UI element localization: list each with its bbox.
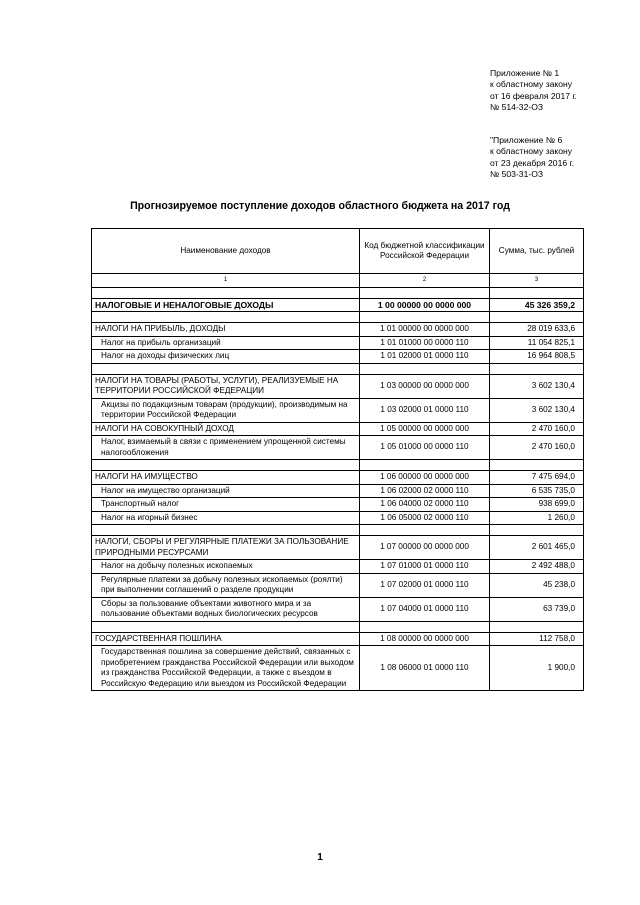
table-row <box>92 511 584 525</box>
row-amount: 3 602 130,4 <box>490 398 584 422</box>
row-amount: 938 699,0 <box>490 498 584 512</box>
table-row <box>92 323 584 337</box>
column-number: 1 <box>92 274 360 288</box>
row-amount: 1 900,0 <box>490 646 584 691</box>
row-code: 1 01 01000 00 0000 110 <box>360 336 490 350</box>
column-number: 3 <box>490 274 584 288</box>
row-code: 1 08 00000 00 0000 000 <box>360 632 490 646</box>
annex-6-reference: "Приложение № 6 к областному закону от 23 декабря 2016 г. № 503-31-ОЗ <box>490 135 575 179</box>
document-title: Прогнозируемое поступление доходов областного бюджета на 2017 год <box>130 200 510 212</box>
revenue-table <box>91 228 584 691</box>
row-code: 1 08 06000 01 0000 110 <box>360 646 490 691</box>
row-name: НАЛОГИ НА ПРИБЫЛЬ, ДОХОДЫ <box>92 323 360 337</box>
header-code: Код бюджетной классификации Российской Федерации <box>360 229 490 274</box>
table-row <box>92 436 584 460</box>
column-number-row <box>92 274 584 288</box>
table-header-row <box>92 229 584 274</box>
row-code: 1 06 00000 00 0000 000 <box>360 471 490 485</box>
table-row <box>92 498 584 512</box>
row-amount: 16 964 808,5 <box>490 350 584 364</box>
row-name: НАЛОГИ, СБОРЫ И РЕГУЛЯРНЫЕ ПЛАТЕЖИ ЗА ПОЛЬЗОВАНИЕ ПРИРОДНЫМИ РЕСУРСАМИ <box>92 536 360 560</box>
row-code: 1 06 05000 02 0000 110 <box>360 511 490 525</box>
row-name: Сборы за пользование объектами животного мира и за пользование объектами водных биологических ресурсов <box>92 597 360 621</box>
row-amount: 112 758,0 <box>490 632 584 646</box>
row-code: 1 01 00000 00 0000 000 <box>360 323 490 337</box>
row-name: Регулярные платежи за добычу полезных ископаемых (роялти) при выполнении соглашений о разделе продукции <box>92 573 360 597</box>
table-row <box>92 632 584 646</box>
row-amount: 45 238,0 <box>490 573 584 597</box>
row-amount: 63 739,0 <box>490 597 584 621</box>
table-row <box>92 573 584 597</box>
row-name: Государственная пошлина за совершение действий, связанных с приобретением гражданства Российской Федерации или выходом из гражданства Российской Федерации, а также с въездом в Российскую Федерацию или выездом из Российской Федерации <box>92 646 360 691</box>
row-name: Налог на прибыль организаций <box>92 336 360 350</box>
table-row <box>92 422 584 436</box>
row-code: 1 07 04000 01 0000 110 <box>360 597 490 621</box>
row-code: 1 06 04000 02 0000 110 <box>360 498 490 512</box>
row-code: 1 06 02000 02 0000 110 <box>360 484 490 498</box>
annex-1-reference: Приложение № 1 к областному закону от 16 февраля 2017 г. № 514-32-ОЗ <box>490 68 577 112</box>
table-row <box>92 350 584 364</box>
row-code: 1 00 00000 00 0000 000 <box>360 298 490 312</box>
table-row <box>92 336 584 350</box>
row-name: НАЛОГИ НА ТОВАРЫ (РАБОТЫ, УСЛУГИ), РЕАЛИЗУЕМЫЕ НА ТЕРРИТОРИИ РОССИЙСКОЙ ФЕДЕРАЦИИ <box>92 374 360 398</box>
row-amount: 45 326 359,2 <box>490 298 584 312</box>
row-name: Акцизы по подакцизным товарам (продукции), производимым на территории Российской Федерации <box>92 398 360 422</box>
table-row <box>92 597 584 621</box>
row-name: Налог на доходы физических лиц <box>92 350 360 364</box>
row-amount: 11 054 825,1 <box>490 336 584 350</box>
column-number: 2 <box>360 274 490 288</box>
header-sum: Сумма, тыс. рублей <box>490 229 584 274</box>
row-name: НАЛОГОВЫЕ И НЕНАЛОГОВЫЕ ДОХОДЫ <box>92 298 360 312</box>
row-code: 1 05 00000 00 0000 000 <box>360 422 490 436</box>
row-name: НАЛОГИ НА ИМУЩЕСТВО <box>92 471 360 485</box>
row-amount: 7 475 694,0 <box>490 471 584 485</box>
row-name: Налог на имущество организаций <box>92 484 360 498</box>
row-name: Налог на игорный бизнес <box>92 511 360 525</box>
row-name: Налог на добычу полезных ископаемых <box>92 560 360 574</box>
row-amount: 28 019 633,6 <box>490 323 584 337</box>
row-amount: 1 260,0 <box>490 511 584 525</box>
table-row <box>92 471 584 485</box>
row-code: 1 03 00000 00 0000 000 <box>360 374 490 398</box>
table-row <box>92 298 584 312</box>
row-name: Транспортный налог <box>92 498 360 512</box>
row-code: 1 07 00000 00 0000 000 <box>360 536 490 560</box>
row-amount: 2 492 488,0 <box>490 560 584 574</box>
header-name: Наименование доходов <box>92 229 360 274</box>
row-amount: 3 602 130,4 <box>490 374 584 398</box>
row-amount: 2 601 465,0 <box>490 536 584 560</box>
table-row <box>92 374 584 398</box>
row-code: 1 07 02000 01 0000 110 <box>360 573 490 597</box>
table-row <box>92 560 584 574</box>
row-amount: 2 470 160,0 <box>490 422 584 436</box>
table-row <box>92 646 584 691</box>
table-row <box>92 536 584 560</box>
table-row <box>92 484 584 498</box>
row-code: 1 03 02000 01 0000 110 <box>360 398 490 422</box>
table-row <box>92 398 584 422</box>
row-amount: 2 470 160,0 <box>490 436 584 460</box>
row-code: 1 01 02000 01 0000 110 <box>360 350 490 364</box>
page-number: 1 <box>317 852 323 863</box>
row-name: ГОСУДАРСТВЕННАЯ ПОШЛИНА <box>92 632 360 646</box>
row-code: 1 05 01000 00 0000 110 <box>360 436 490 460</box>
row-code: 1 07 01000 01 0000 110 <box>360 560 490 574</box>
row-name: НАЛОГИ НА СОВОКУПНЫЙ ДОХОД <box>92 422 360 436</box>
row-name: Налог, взимаемый в связи с применением упрощенной системы налогообложения <box>92 436 360 460</box>
row-amount: 6 535 735,0 <box>490 484 584 498</box>
